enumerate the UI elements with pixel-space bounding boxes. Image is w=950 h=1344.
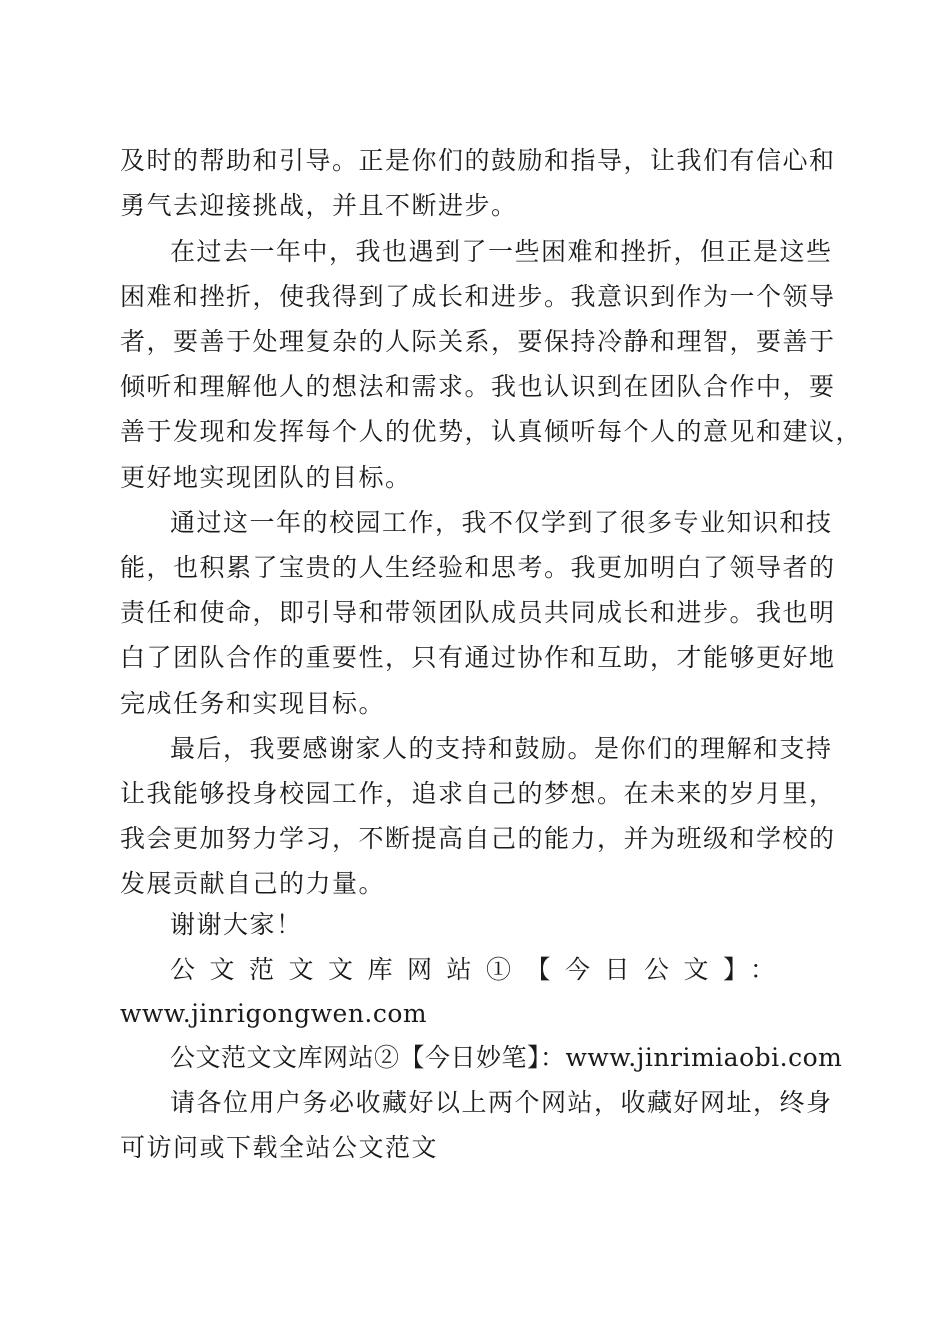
text-line: 及时的帮助和引导。正是你们的鼓励和指导，让我们有信心和 xyxy=(120,146,836,175)
text-line: 完成任务和实现目标。 xyxy=(120,689,386,718)
website-1-url[interactable]: www.jinrigongwen.com xyxy=(120,999,428,1028)
text-line: 勇气去迎接挑战，并且不断进步。 xyxy=(120,191,518,220)
text-line: 倾听和理解他人的想法和需求。我也认识到在团队合作中，要 xyxy=(120,372,836,401)
paragraph-start: 最后，我要感谢家人的支持和鼓励。是你们的理解和支持 xyxy=(170,734,833,763)
text-line: 困难和挫折，使我得到了成长和进步。我意识到作为一个领导 xyxy=(120,282,836,311)
text-line: 者，要善于处理复杂的人际关系，要保持冷静和理智，要善于 xyxy=(120,327,836,356)
text-line: 白了团队合作的重要性，只有通过协作和互助，才能够更好地 xyxy=(120,643,836,672)
text-line: 我会更加努力学习，不断提高自己的能力，并为班级和学校的 xyxy=(120,824,836,853)
paragraph-start: 通过这一年的校园工作，我不仅学到了很多专业知识和技 xyxy=(170,508,833,537)
notice-line: 请各位用户务必收藏好以上两个网站，收藏好网址，终身 xyxy=(170,1088,833,1117)
text-line: 责任和使命，即引导和带领团队成员共同成长和进步。我也明 xyxy=(120,598,836,627)
website-1-label: 公文范文文库网站①【今日公文】： xyxy=(170,955,790,984)
text-line: 能，也积累了宝贵的人生经验和思考。我更加明白了领导者的 xyxy=(120,553,836,582)
notice-line: 可访问或下载全站公文范文 xyxy=(120,1133,439,1162)
text-line: 让我能够投身校园工作，追求自己的梦想。在未来的岁月里， xyxy=(120,779,836,808)
text-line: 更好地实现团队的目标。 xyxy=(120,463,412,492)
paragraph-start: 在过去一年中，我也遇到了一些困难和挫折，但正是这些 xyxy=(170,237,833,266)
closing-thanks: 谢谢大家！ xyxy=(170,910,303,939)
text-line: 善于发现和发挥每个人的优势，认真倾听每个人的意见和建议， xyxy=(120,417,863,446)
text-line: 发展贡献自己的力量。 xyxy=(120,869,386,898)
website-2-line[interactable]: 公文范文文库网站②【今日妙笔】：www.jinrimiaobi.com xyxy=(170,1043,843,1072)
